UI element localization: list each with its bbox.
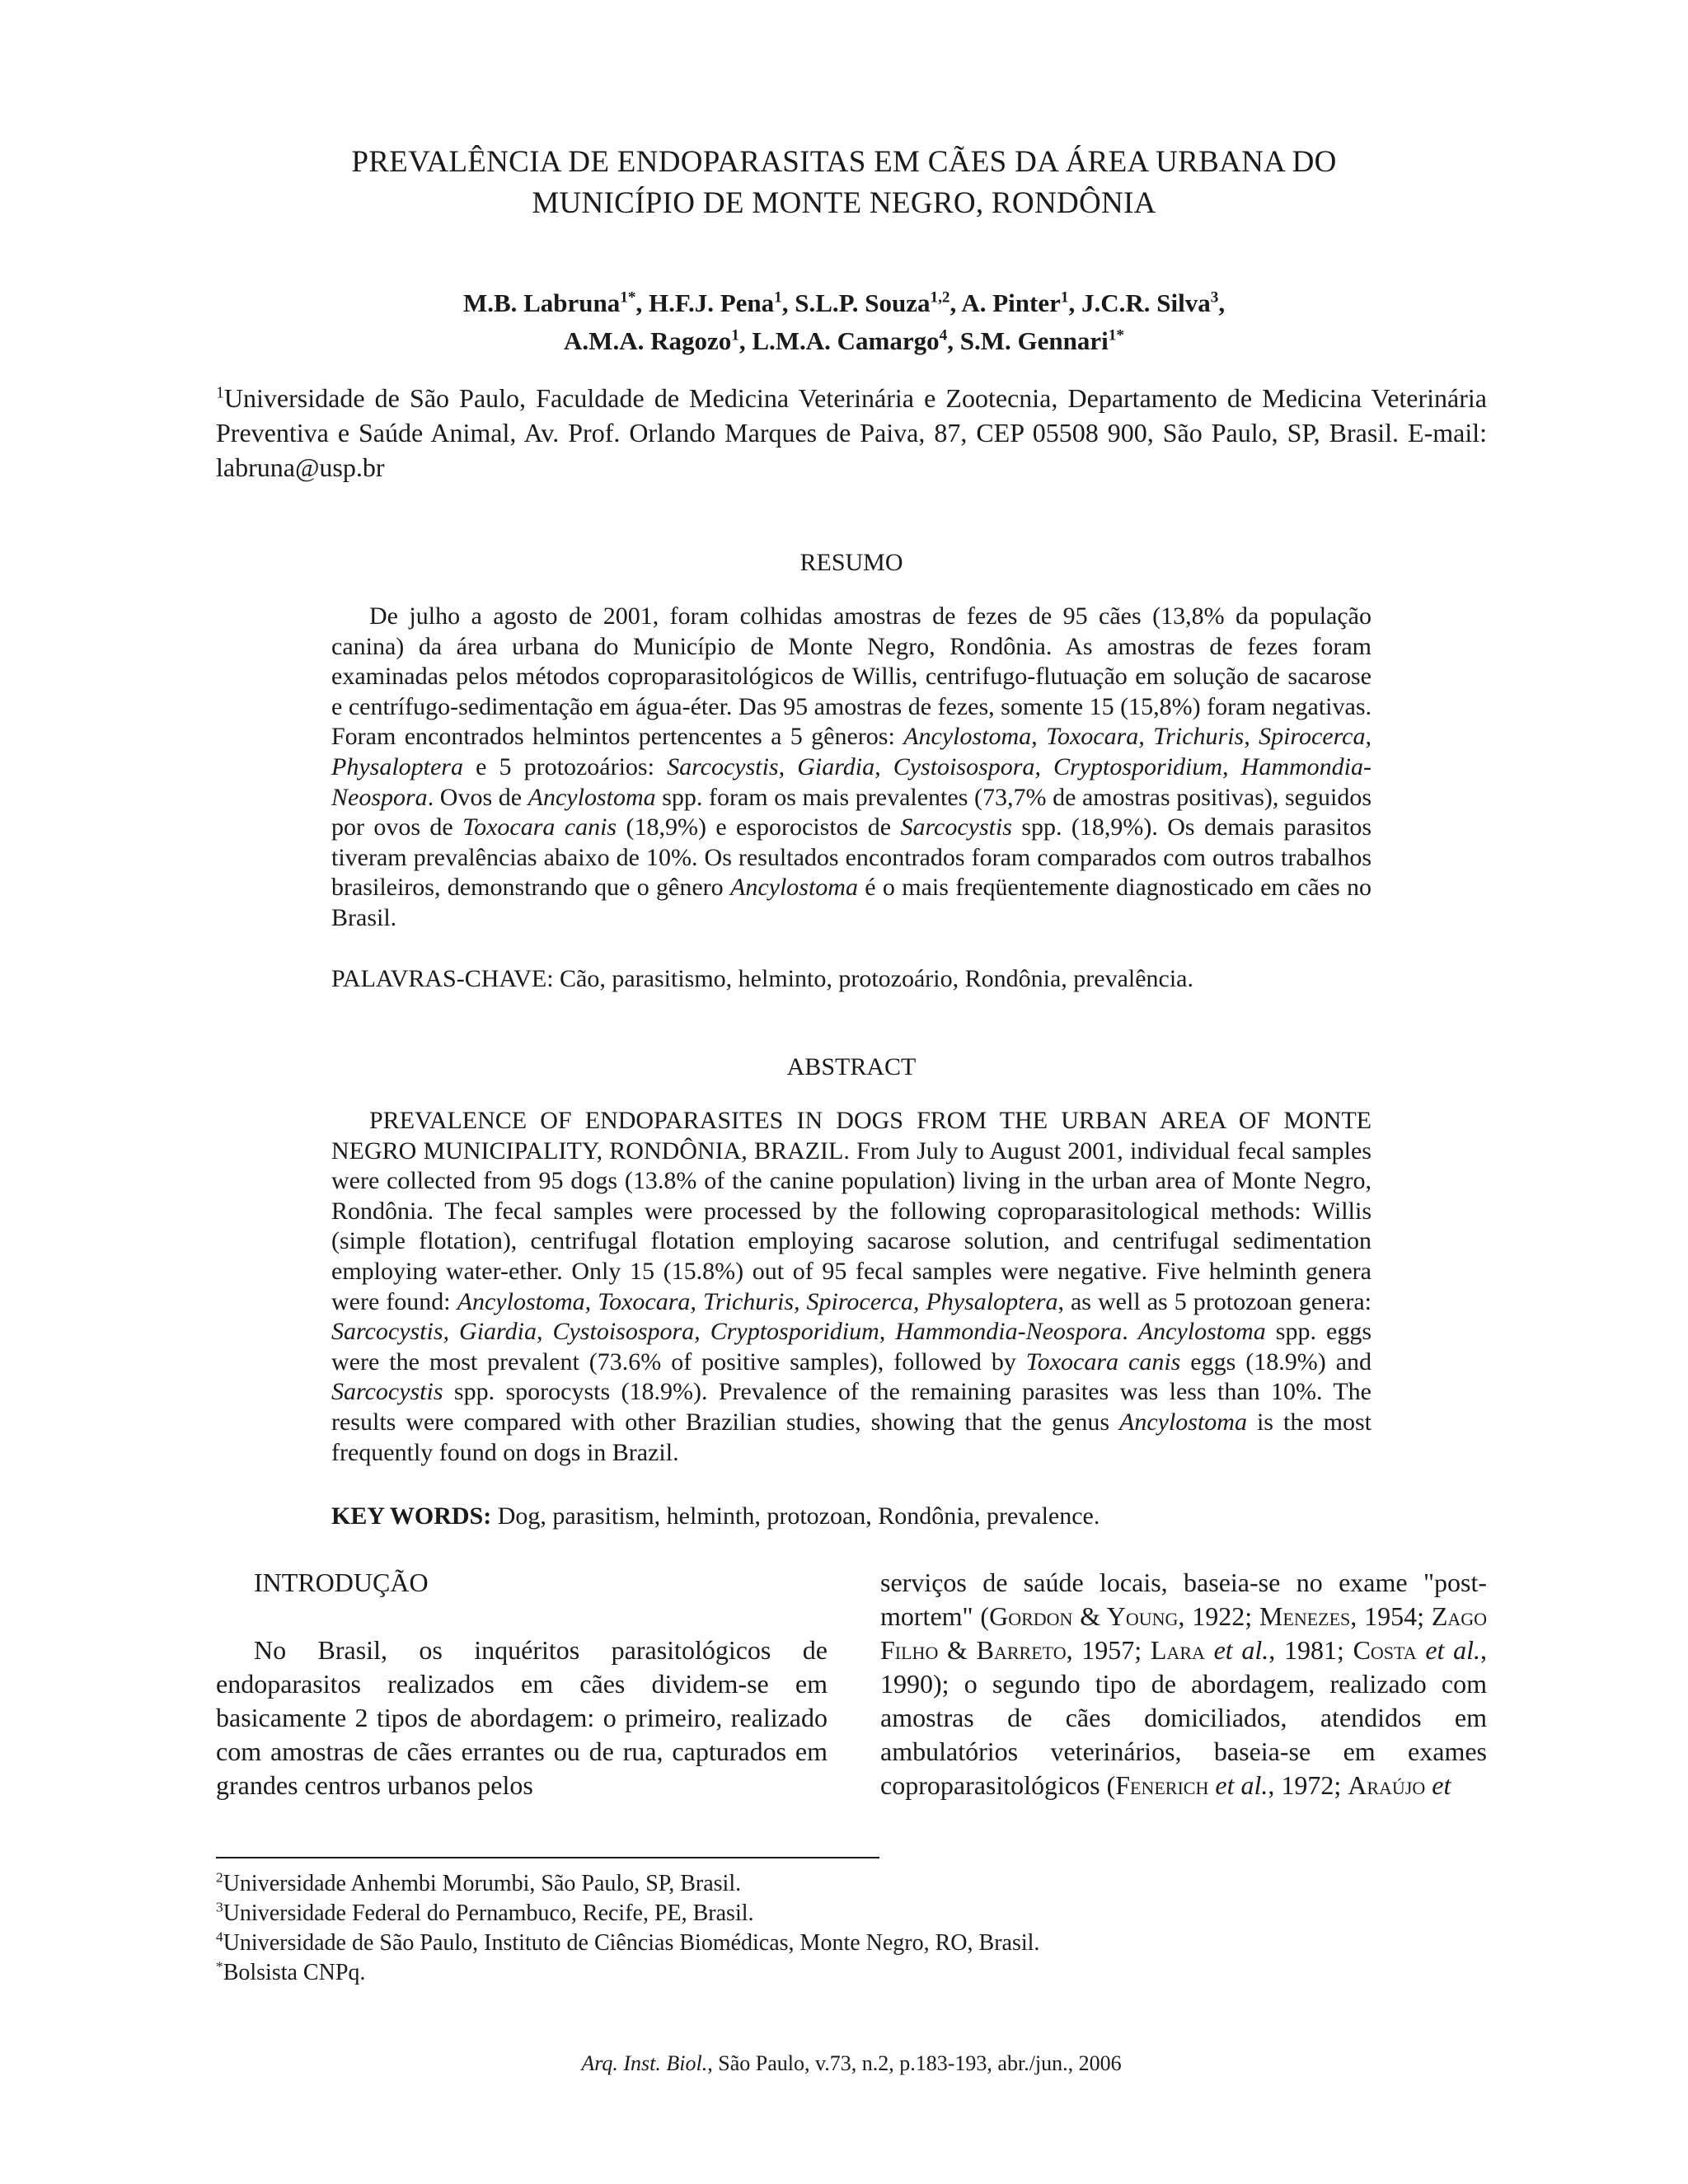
resumo-text: spp. foram os mais prevalentes (73,7% de amostras positivas), seguidos por ovos de [331,783,1372,841]
abstract-toxocara: Toxocara canis [1025,1347,1181,1376]
article-title [247,142,1441,224]
author-name: H.F.J. Pena [649,288,775,317]
author-affil-sup: 1 [731,326,739,344]
authors-line-2: A.M.A. Ragozo$^1$, L.M.A. Camargo$^4$, S.M. Gennari$^{1*}$ [564,326,1124,355]
abstract-ancylostoma: Ancylostoma [1119,1408,1247,1436]
author-name: S.L.P. Souza [795,288,931,317]
resumo-ancylostoma: Ancylostoma [528,783,656,811]
title-line-2: MUNICÍPIO DE MONTE NEGRO, RONDÔNIA [532,186,1156,220]
footnote-4 [216,1929,1487,1958]
journal-citation: , São Paulo, v.73, n.2, p.183-193, abr./jun., 2006 [707,2051,1122,2075]
resumo-text: é o mais freqüentemente diagnosticado em cães no Brasil. [331,874,1372,931]
intro-text: , 1954; [1350,1601,1432,1631]
abstract-text: . [1122,1318,1138,1346]
citation-etal: et al. [1213,1635,1269,1665]
abstract-protozoa: Sarcocystis, Giardia, Cystoisospora, Cryptosporidium, Hammondia-Neospora [331,1318,1123,1346]
author-name: M.B. Labruna [462,288,621,317]
intro-text: , 1990); o segundo tipo de abordagem, realizado com amostras de cães domiciliados, atendidos em ambulatórios veterinários, baseia-se em exames coproparasitológicos ( [880,1635,1487,1800]
intro-text: , 1957; [1066,1635,1151,1665]
author-affil-sup: 4 [939,326,948,344]
title-line-1: PREVALÊNCIA DE ENDOPARASITAS EM CÃES DA ÁREA URBANA DO [351,145,1337,179]
intro-text: , 1922; [1178,1601,1259,1631]
citation-etal: et al. [1425,1635,1480,1665]
footnote-3 [216,1899,1487,1929]
resumo-keywords: PALAVRAS-CHAVE: Cão, parasitismo, helminto, protozoário, Rondônia, prevalência. [331,965,1194,992]
citation-author: Araújo [1348,1770,1426,1800]
affiliation [216,381,1487,485]
resumo-protozoa: Sarcocystis, Giardia, Cystoisospora, Cryptosporidium, Hammondia-Neospora [331,752,1372,811]
keywords-text: Dog, parasitism, helminth, protozoan, Rondônia, prevalence. [491,1502,1100,1530]
footnote-marker: 4 [216,1929,223,1945]
citation-author: Zago Filho & Barreto [880,1601,1488,1665]
footnote-divider [216,1857,879,1858]
author-affil-sup: 1* [620,288,636,307]
intro-text: serviços de saúde locais, baseia-se no exame "post-mortem" ( [880,1568,1487,1631]
author-name: A.M.A. Ragozo [564,326,732,355]
intro-heading: INTRODUÇÃO [254,1568,429,1597]
resumo-sarcocystis: Sarcocystis [900,813,1012,841]
footnote-marker: * [216,1958,223,1975]
intro-left-column [216,1566,828,1802]
footnote-5 [216,1958,1487,1988]
intro-right-column [880,1566,1487,1802]
author-affil-sup: 3 [1210,288,1219,307]
abstract-text: eggs (18.9%) and [1180,1347,1372,1376]
author-name: A. Pinter [961,288,1061,317]
author-name: S.M. Gennari [959,326,1109,355]
abstract-keywords [331,1502,1372,1531]
resumo-body [331,602,1372,934]
citation-author: Costa [1353,1635,1417,1665]
author-list [247,284,1441,360]
footnote-text: Universidade de São Paulo, Instituto de Ciências Biomédicas, Monte Negro, RO, Brasil. [223,1930,1040,1956]
citation-author: Menezes [1259,1601,1351,1631]
abstract-sarcocystis: Sarcocystis [331,1378,443,1406]
citation-author: Gordon & Young [989,1601,1179,1631]
abstract-text: , as well as 5 protozoan genera: [1057,1287,1372,1315]
footnote-2 [216,1869,1487,1899]
author-affil-sup: 1 [774,288,782,307]
resumo-text: (18,9%) e esporocistos de [617,813,901,841]
author-affil-sup: 1 [1060,288,1069,307]
author-affil-sup: 1,2 [930,288,950,307]
keywords-label: KEY WORDS: [331,1502,492,1530]
abstract-helminths: Ancylostoma, Toxocara, Trichuris, Spirocerca, Physaloptera [457,1287,1058,1315]
journal-name: Arq. Inst. Biol. [581,2051,708,2075]
affiliation-text: Universidade de São Paulo, Faculdade de Medicina Veterinária e Zootecnia, Departamento de Medicina Veterinária Preventiva e Saúde Animal, Av. Prof. Orlando Marques de Paiva, 87, CEP 05508 900, São Paulo, SP, Brasil. E-mail: labruna@usp.br [216,383,1487,482]
citation-author: Lara [1150,1635,1205,1665]
affiliation-sup: 1 [216,383,224,402]
abstract-body [331,1106,1372,1468]
author-name: J.C.R. Silva [1081,288,1211,317]
resumo-text: spp. (18,9%). Os demais parasitos tiveram prevalências abaixo de 10%. Os resultados encontrados foram comparados com outros trabalhos brasileiros, demonstrando que o gênero [331,813,1372,902]
resumo-text: . Ovos de [427,783,528,811]
abstract-ancylostoma: Ancylostoma [1137,1318,1266,1346]
resumo-ancylostoma: Ancylostoma [730,874,858,902]
resumo-text: e 5 protozoários: [462,752,668,780]
footnote-marker: 2 [216,1869,223,1886]
abstract-heading: ABSTRACT [786,1053,917,1080]
resumo-toxocara: Toxocara canis [462,813,617,841]
footnote-text: Universidade Anhembi Morumbi, São Paulo, SP, Brasil. [223,1871,742,1896]
citation-author: Fenerich [1115,1770,1209,1800]
footnote-text: Universidade Federal do Pernambuco, Recife, PE, Brasil. [223,1900,754,1926]
footnote-text: Bolsista CNPq. [223,1960,366,1985]
intro-text: , 1981; [1268,1635,1353,1665]
abstract-text: spp. eggs were the most prevalent (73.6% of positive samples), followed by [331,1318,1372,1376]
page-footer [216,2050,1487,2078]
abstract-text: PREVALENCE OF ENDOPARASITES IN DOGS FROM THE URBAN AREA OF MONTE NEGRO MUNICIPALITY, RONDÔNIA, BRAZIL. From July to August 2001, individual fecal samples were collected from 95 dogs (13.8% of the canine population) living in the urban area of Monte Negro, Rondônia. The fecal samples were processed by the following coproparasitological methods: Willis (simple flotation), centrifugal flotation employing sacarose solution, and centrifugal sedimentation employing water-ether. Only 15 (15.8%) out of 95 fecal samples were negative. Five helminth genera were found: [331,1107,1372,1315]
abstract-text: spp. sporocysts (18.9%). Prevalence of the remaining parasites was less than 10%. The results were compared with other Brazilian studies, showing that the genus [331,1378,1372,1436]
authors-line-1: M.B. Labruna$^{1*}$, H.F.J. Pena$^1$, S.L.P. Souza$^{1,2}$, A. Pinter$^1$, J.C.R. Silva$^3$, [462,288,1226,317]
author-affil-sup: 1* [1108,326,1124,344]
abstract-text: is the most frequently found on dogs in Brazil. [331,1408,1372,1466]
resumo-text: De julho a agosto de 2001, foram colhidas amostras de fezes de 95 cães (13,8% da população canina) da área urbana do Município de Monte Negro, Rondônia. As amostras de fezes foram examinadas pelos métodos coproparasitológicos de Willis, centrifugo-flutuação em solução de sacarose e centrífugo-sedimentação em água-éter. Das 95 amostras de fezes, somente 15 (15,8%) foram negativas. Foram encontrados helmintos pertencentes a 5 gêneros: [331,602,1372,751]
intro-text: , 1972; [1268,1770,1348,1800]
citation-etal: et al. [1215,1770,1268,1800]
resumo-heading: RESUMO [799,549,903,576]
author-name: L.M.A. Camargo [752,326,940,355]
footnote-marker: 3 [216,1899,223,1915]
intro-paragraph: No Brasil, os inquéritos parasitológicos de endoparasitos realizados em cães dividem-se em basicamente 2 tipos de abordagem: o primeiro, realizado com amostras de cães errantes ou de rua, capturados em grandes centros urbanos pelos [216,1635,828,1800]
resumo-helminths: Ancylostoma, Toxocara, Trichuris, Spirocerca, Physaloptera [331,723,1372,780]
citation-etal: et [1432,1770,1451,1800]
footnotes [216,1869,1487,1988]
